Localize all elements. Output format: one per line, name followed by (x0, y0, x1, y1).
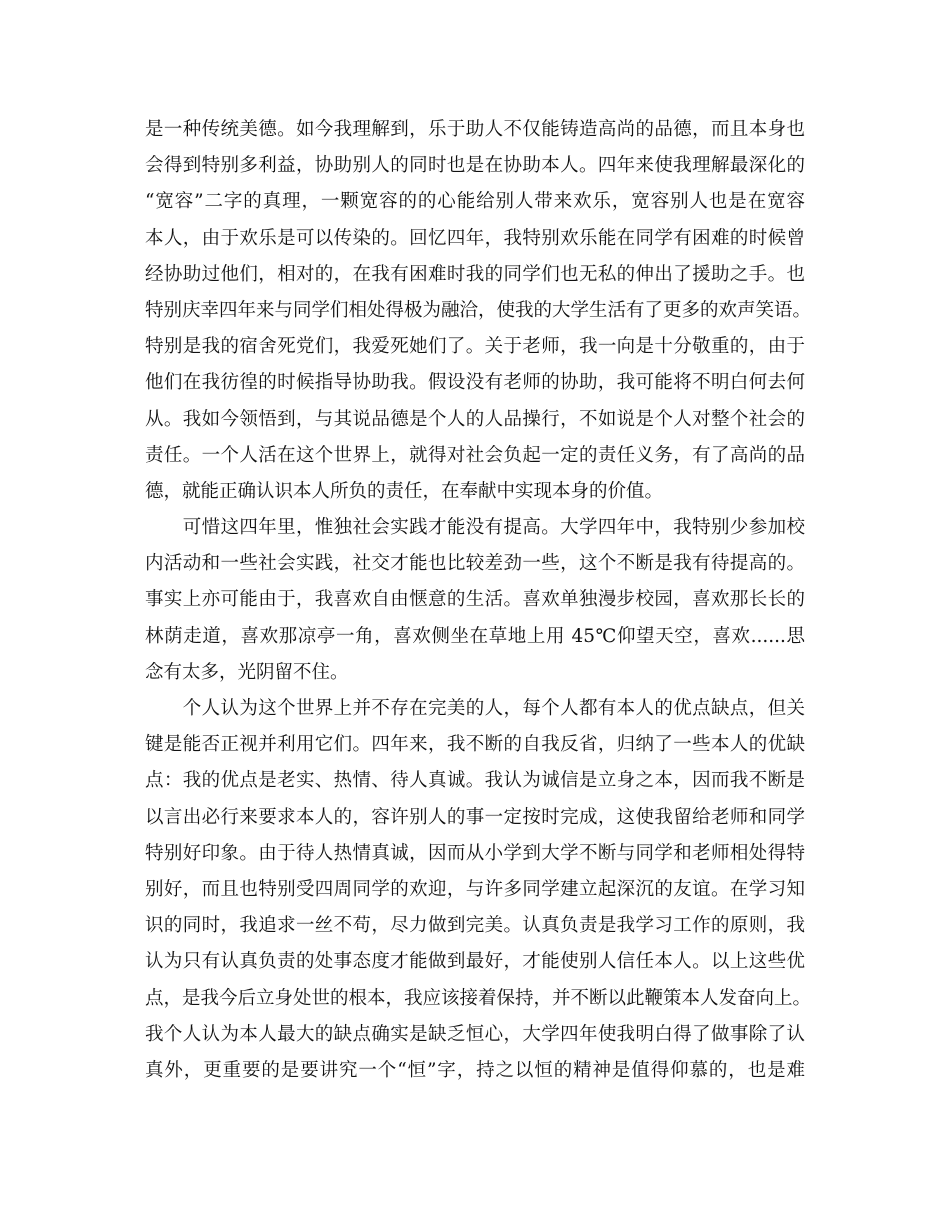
text-line: 可惜这四年里，惟独社会实践才能没有提高。大学四年中，我特别少参加校 (145, 517, 805, 539)
text-line: 经协助过他们，相对的，在我有困难时我的同学们也无私的伸出了援助之手。也 (145, 263, 805, 285)
text-line: 本人，由于欢乐是可以传染的。回忆四年，我特别欢乐能在同学有困难的时候曾 (145, 227, 805, 249)
document-body (145, 112, 812, 1089)
text-line: 特别好印象。由于待人热情真诚，因而从小学到大学不断与同学和老师相处得特 (145, 842, 805, 864)
text-line: 认为只有认真负责的处事态度才能做到最好，才能使别人信任本人。以上这些优 (145, 951, 805, 973)
text-line: “宽容”二字的真理，一颗宽容的的心能给别人带来欢乐，宽容别人也是在宽容 (145, 191, 805, 213)
text-line: 责任。一个人活在这个世界上，就得对社会负起一定的责任义务，有了高尚的品 (145, 444, 805, 466)
text-line: 真外，更重要的是要讲究一个“恒”字，持之以恒的精神是值得仰慕的，也是难 (145, 1059, 805, 1081)
text-line: 以言出必行来要求本人的，容许别人的事一定按时完成，这使我留给老师和同学 (145, 806, 805, 828)
text-line: 识的同时，我追求一丝不苟，尽力做到完美。认真负责是我学习工作的原则，我 (145, 915, 805, 937)
text-line: 特别是我的宿舍死党们，我爱死她们了。关于老师，我一向是十分敬重的，由于 (145, 336, 805, 358)
text-line: 点，是我今后立身处世的根本，我应该接着保持，并不断以此鞭策本人发奋向上。 (145, 987, 812, 1009)
text-line: 会得到特别多利益，协助别人的同时也是在协助本人。四年来使我理解最深化的 (145, 155, 805, 177)
text-line: 是一种传统美德。如今我理解到，乐于助人不仅能铸造高尚的品德，而且本身也 (145, 119, 805, 140)
text-line: 我个人认为本人最大的缺点确实是缺乏恒心，大学四年使我明白得了做事除了认 (145, 1023, 805, 1045)
text-line: 他们在我彷徨的时候指导协助我。假设没有老师的协助，我可能将不明白何去何 (145, 372, 805, 394)
text-line: 点：我的优点是老实、热情、待人真诚。我认为诚信是立身之本，因而我不断是 (145, 770, 805, 792)
text-line: 个人认为这个世界上并不存在完美的人，每个人都有本人的优点缺点，但关 (145, 698, 805, 719)
text-line: 从。我如今领悟到，与其说品德是个人的人品操行，不如说是个人对整个社会的 (145, 408, 805, 430)
text-line: 别好，而且也特别受四周同学的欢迎，与许多同学建立起深沉的友谊。在学习知 (145, 878, 805, 900)
text-line: 键是能否正视并利用它们。四年来，我不断的自我反省，归纳了一些本人的优缺 (145, 734, 805, 756)
text-line: 内活动和一些社会实践，社交才能也比较差劲一些，这个不断是我有待提高的。 (145, 553, 805, 575)
text-line: 事实上亦可能由于，我喜欢自由惬意的生活。喜欢单独漫步校园，喜欢那长长的 (145, 589, 805, 611)
text-line: 德，就能正确认识本人所负的责任，在奉献中实现本身的价值。 (145, 480, 664, 502)
text-line: 特别庆幸四年来与同学们相处得极为融洽，使我的大学生活有了更多的欢声笑语。 (145, 299, 812, 321)
text-line: 林荫走道，喜欢那凉亭一角，喜欢侧坐在草地上用 45℃仰望天空，喜欢......思 (145, 625, 805, 647)
text-line: 念有太多，光阴留不住。 (145, 661, 349, 683)
